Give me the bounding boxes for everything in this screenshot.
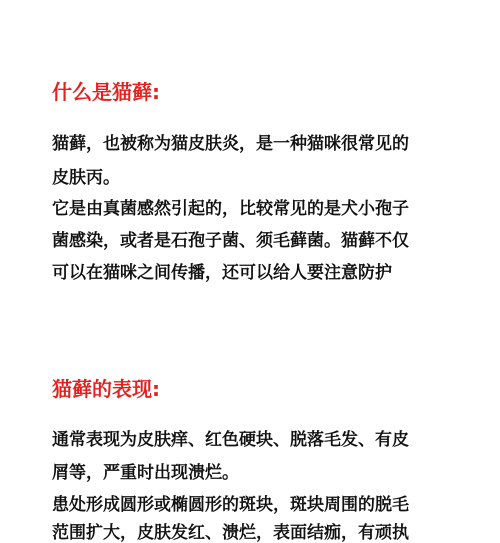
section1-line-3: 它是由真菌感然引起的，比较常见的是犬小孢子 [52, 199, 409, 219]
section2-line-3: 患处形成圆形或椭圆形的斑块，斑块周围的脱毛 [52, 495, 409, 515]
section1-line-5: 可以在猫咪之间传播，还可以给人要注意防护 [52, 263, 392, 283]
section-heading-symptoms: 猫藓的表现: [52, 377, 160, 401]
section2-line-2: 屑等，严重时出现溃烂。 [52, 463, 239, 483]
section1-line-4: 菌感染，或者是石孢子菌、须毛藓菌。猫藓不仅 [52, 231, 409, 251]
section2-line-1: 通常表现为皮肤痒、红色硬块、脱落毛发、有皮 [52, 430, 409, 450]
section-heading-what-is-ringworm: 什么是猫藓: [52, 80, 160, 104]
section1-line-2: 皮肤丙。 [52, 168, 120, 188]
section1-line-1: 猫藓，也被称为猫皮肤炎，是一种猫咪很常见的 [52, 134, 409, 154]
section2-line-4: 范围扩大，皮肤发红、溃烂，表面结痂，有顽执 [52, 523, 409, 543]
